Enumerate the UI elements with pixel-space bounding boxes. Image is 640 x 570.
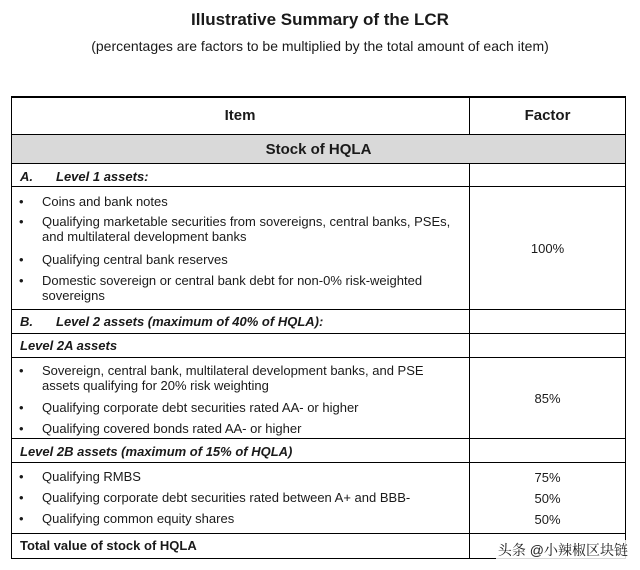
bullet-icon: • <box>19 363 24 378</box>
rule <box>11 357 626 358</box>
bullet-icon: • <box>19 511 24 526</box>
list-item-text: Qualifying corporate debt securities rated between A+ and BBB- <box>42 490 411 505</box>
rule <box>11 134 626 135</box>
rule <box>11 186 626 187</box>
level-2a-label: Level 2A assets <box>20 338 118 353</box>
section-b-label: Level 2 assets (maximum of 40% of HQLA): <box>56 314 324 329</box>
list-item-text: Coins and bank notes <box>42 194 168 209</box>
bullet-icon: • <box>19 194 24 209</box>
list-item-text: Qualifying marketable securities from sovereigns, central banks, PSEs, and multilateral development banks <box>42 214 451 244</box>
section-a-label: Level 1 assets: <box>56 169 149 184</box>
page-subtitle: (percentages are factors to be multiplied by the total amount of each item) <box>91 38 549 54</box>
factor-level1: 100% <box>530 241 565 256</box>
bullet-icon: • <box>19 490 24 505</box>
column-header-item: Item <box>224 107 256 124</box>
list-item-text: Sovereign, central bank, multilateral development banks, and PSE assets qualifying for 20% risk weighting <box>42 363 424 393</box>
bullet-icon: • <box>19 400 24 415</box>
section-b-letter: B. <box>20 314 33 329</box>
table-right-border <box>625 96 626 559</box>
table-top-rule <box>11 96 626 98</box>
lcr-table <box>11 96 626 559</box>
list-item-text: Qualifying corporate debt securities rated AA- or higher <box>42 400 359 415</box>
rule <box>11 163 626 164</box>
list-item-text: Qualifying common equity shares <box>42 511 235 526</box>
factor-level2b-corporate: 50% <box>534 491 561 506</box>
list-item-text: Qualifying covered bonds rated AA- or higher <box>42 421 302 436</box>
rule <box>11 309 626 310</box>
bullet-icon: • <box>19 252 24 267</box>
list-item-text: Qualifying RMBS <box>42 469 141 484</box>
factor-level2b-rmbs: 75% <box>534 470 561 485</box>
list-item-text: Domestic sovereign or central bank debt for non-0% risk-weighted sovereigns <box>42 273 423 303</box>
bullet-icon: • <box>19 214 24 229</box>
watermark: 头条 @小辣椒区块链 <box>497 542 628 558</box>
page-title: Illustrative Summary of the LCR <box>191 10 449 29</box>
section-a-letter: A. <box>20 169 33 184</box>
table-left-border <box>11 96 12 559</box>
total-label: Total value of stock of HQLA <box>20 538 197 553</box>
factor-level2a: 85% <box>534 391 561 406</box>
rule <box>11 462 626 463</box>
rule <box>11 533 626 534</box>
column-header-factor: Factor <box>524 107 571 124</box>
bullet-icon: • <box>19 469 24 484</box>
rule <box>11 438 626 439</box>
level-2b-label: Level 2B assets (maximum of 15% of HQLA) <box>20 444 293 459</box>
rule <box>11 333 626 334</box>
factor-level2b-equity: 50% <box>534 512 561 527</box>
section-band-title: Stock of HQLA <box>265 141 372 158</box>
bullet-icon: • <box>19 273 24 288</box>
list-item-text: Qualifying central bank reserves <box>42 252 228 267</box>
bullet-icon: • <box>19 421 24 436</box>
